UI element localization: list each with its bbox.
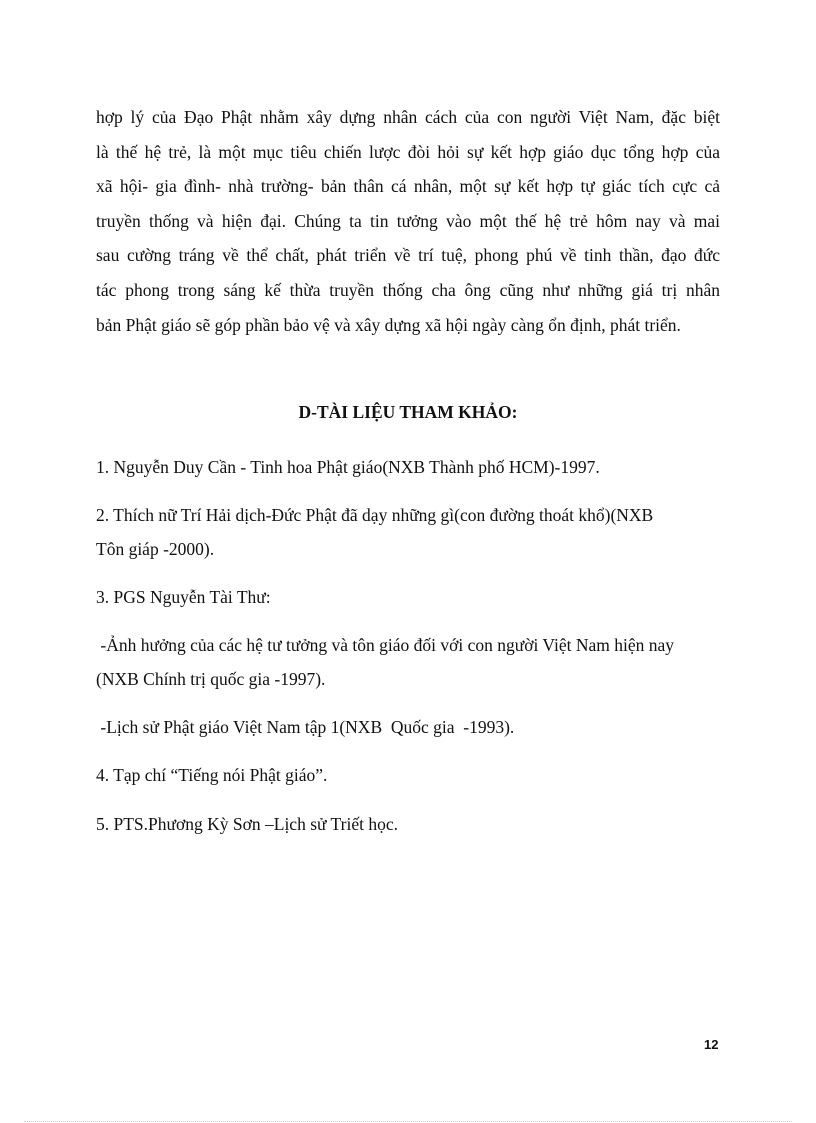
- reference-item-5: [96, 807, 726, 841]
- paragraph-line: sau cường tráng về thể chất, phát triển về trí tuệ, phong phú về tinh thần, đạo đức: [96, 245, 720, 266]
- reference-line: (NXB Chính trị quốc gia -1997).: [96, 669, 326, 689]
- paragraph-line: tác phong trong sáng kế thừa truyền thống cha ông cũng như những giá trị nhân: [96, 279, 720, 300]
- references-heading: D-TÀI LIỆU THAM KHẢO:: [298, 402, 518, 422]
- page-bottom-divider: [24, 1121, 792, 1122]
- reference-item-4: [96, 758, 726, 792]
- paragraph-line: bản Phật giáo sẽ góp phần bảo vệ và xây dựng xã hội ngày càng ổn định, phát triển.: [96, 314, 681, 335]
- reference-line: -Ảnh hưởng của các hệ tư tưởng và tôn giáo đối với con người Việt Nam hiện nay: [96, 635, 675, 655]
- paragraph-line: truyền thống và hiện đại. Chúng ta tin tưởng vào một thế hệ trẻ hôm nay và mai: [96, 210, 720, 231]
- reference-subitem-3b: [96, 710, 726, 744]
- paragraph-line: hợp lý của Đạo Phật nhằm xây dựng nhân cách của con người Việt Nam, đặc biệt: [96, 107, 720, 127]
- page-number: 12: [704, 1037, 719, 1052]
- reference-line: 1. Nguyễn Duy Cần - Tinh hoa Phật giáo(NXB Thành phố HCM)-1997.: [96, 457, 600, 477]
- reference-line: 5. PTS.Phương Kỳ Sơn –Lịch sử Triết học.: [96, 814, 398, 834]
- reference-line: -Lịch sử Phật giáo Việt Nam tập 1(NXB Quốc gia -1993).: [96, 717, 515, 737]
- reference-line: Tôn giáp -2000).: [96, 539, 215, 559]
- paragraph-line: là thế hệ trẻ, là một mục tiêu chiến lược đòi hỏi sự kết hợp giáo dục tổng hợp của: [96, 141, 720, 162]
- reference-line: 3. PGS Nguyễn Tài Thư:: [96, 587, 271, 607]
- reference-item-2: [96, 498, 726, 566]
- reference-item-1: [96, 450, 726, 484]
- paragraph-line: xã hội- gia đình- nhà trường- bản thân cá nhân, một sự kết hợp tự giác tích cực cả: [96, 176, 720, 197]
- conclusion-paragraph: [96, 100, 720, 342]
- reference-line: 4. Tạp chí “Tiếng nói Phật giáo”.: [96, 765, 328, 785]
- reference-line: 2. Thích nữ Trí Hải dịch-Đức Phật đã dạy những gì(con đường thoát khổ)(NXB: [96, 505, 654, 525]
- reference-item-3: [96, 580, 726, 614]
- reference-subitem-3a: [96, 628, 726, 696]
